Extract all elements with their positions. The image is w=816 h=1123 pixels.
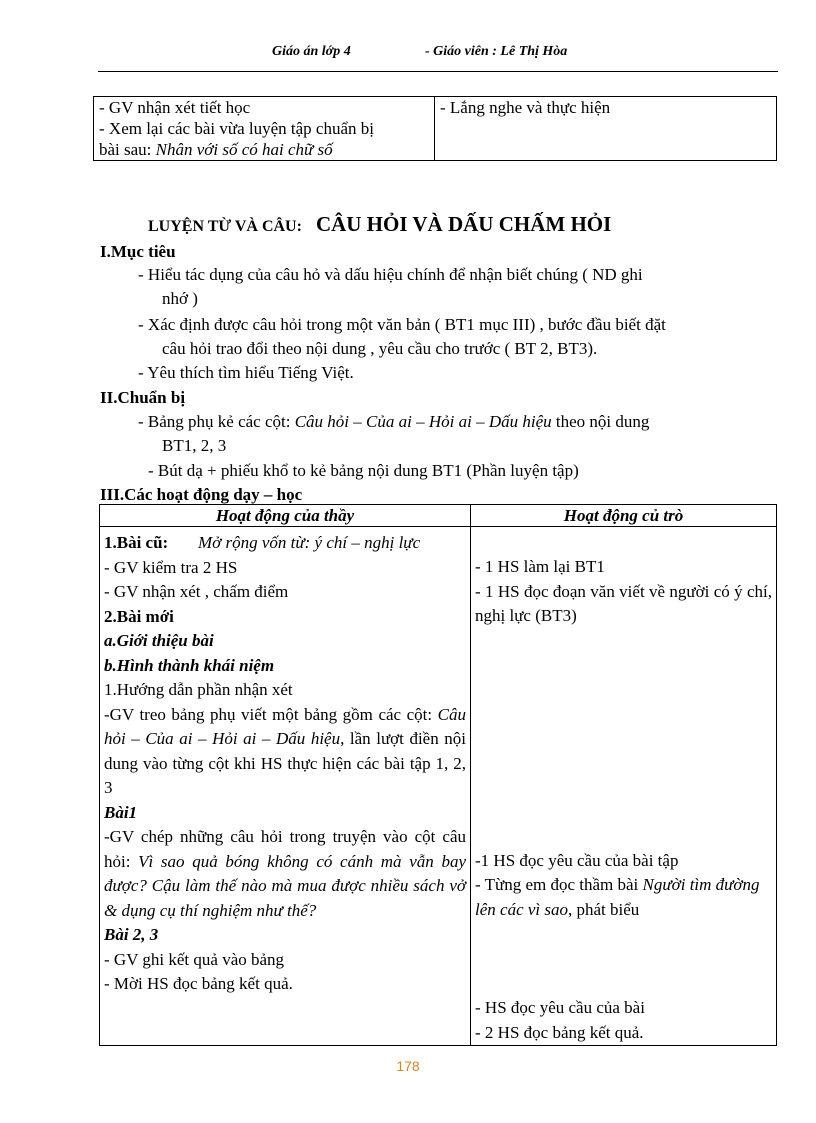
intro-heading: a.Giới thiệu bài	[104, 631, 214, 650]
next-lesson-title: Nhân với số có hai chữ số	[155, 140, 333, 159]
carryover-teacher-cell	[94, 97, 435, 161]
carryover-line-2: - Xem lại các bài vừa luyện tập chuẩn bị	[99, 119, 374, 138]
guide-heading: 1.Hướng dẫn phần nhận xét	[104, 680, 293, 699]
page-header	[0, 44, 816, 64]
invite-read-line: - Mời HS đọc bảng kết quả.	[104, 974, 293, 993]
header-teacher: - Giáo viên : Lê Thị Hòa	[425, 44, 568, 59]
carryover-line-3	[99, 139, 429, 160]
preparation-1a-suffix: theo nội dung	[551, 412, 650, 431]
lesson-main-title: CÂU HỎI VÀ DẤU CHẤM HỎI	[315, 212, 612, 236]
preparation-2: - Bút dạ + phiếu khổ to kẻ bảng nội dung BT1 (Phần luyện tập)	[148, 461, 579, 480]
board-columns: Câu hỏi – Của ai – Hỏi ai – Dấu hiệu,	[104, 704, 466, 748]
teacher-activities-cell	[100, 527, 471, 1046]
activities-heading: III.Các hoạt động dạy – học	[100, 485, 303, 504]
carryover-table	[93, 96, 777, 161]
preparation-1b: BT1, 2, 3	[162, 436, 227, 455]
story-questions: Vì sao quả bóng không có cánh mà vẫn bay được? Cậu làm thế nào mà mua được nhiều sách vở & dụng cụ thí nghiệm như thế?	[104, 851, 466, 920]
student-read-line: - 1 HS đọc đoạn văn viết về người có ý chí, nghị lực (BT3)	[475, 581, 772, 625]
lesson-subject-label: LUYỆN TỪ VÀ CÂU:	[148, 218, 302, 235]
table-row	[100, 527, 777, 1046]
column-header-student: Hoạt động củ trò	[471, 505, 777, 527]
teacher-check-line: - GV kiểm tra 2 HS	[104, 557, 238, 577]
story-title: Người tìm đường lên các vì sao	[475, 875, 760, 919]
objective-2b: câu hỏi trao đổi theo nội dung , yêu cầu cho trước ( BT 2, BT3).	[162, 339, 598, 358]
board-instruction-a: -GV treo bảng phụ viết một bảng gồm các cột:	[104, 704, 438, 724]
page-number: 178	[396, 1058, 420, 1074]
student-table-read-line: - 2 HS đọc bảng kết quả.	[475, 1022, 644, 1042]
table-header-row	[100, 505, 777, 527]
student-requirement-2-line: - HS đọc yêu cầu của bài	[475, 998, 645, 1017]
objective-2a: - Xác định được câu hỏi trong một văn bản ( BT1 mục III) , bước đầu biết đặt	[138, 315, 666, 334]
header-divider	[98, 71, 778, 72]
preparation-columns: Câu hỏi – Của ai – Hỏi ai – Dấu hiệu	[294, 412, 552, 431]
preparation-1a	[138, 410, 649, 434]
objective-1a: - Hiểu tác dụng của câu hỏ và dấu hiệu chính để nhận biết chúng ( ND ghi	[138, 265, 643, 284]
copy-questions-line	[104, 825, 466, 923]
board-instruction	[104, 703, 466, 801]
student-activities-cell	[471, 527, 777, 1046]
carryover-student-cell	[435, 97, 777, 161]
teacher-grade-line: - GV nhận xét , chấm điểm	[104, 582, 289, 601]
old-lesson-label: 1.Bài cũ:	[104, 533, 169, 552]
student-silent-a: - Từng em đọc thầm bài	[475, 875, 643, 894]
carryover-line-3-prefix: bài sau:	[99, 140, 156, 159]
student-redo-line: - 1 HS làm lại BT1	[475, 557, 605, 576]
student-requirement-line: -1 HS đọc yêu cầu của bài tập	[475, 850, 679, 870]
student-silent-read-line	[475, 873, 772, 922]
carryover-line-1: - GV nhận xét tiết học	[99, 98, 251, 117]
table-row	[94, 97, 777, 161]
concept-heading: b.Hình thành khái niệm	[104, 655, 275, 675]
carryover-student-line: - Lắng nghe và thực hiện	[440, 98, 611, 117]
preparation-1a-prefix: - Bảng phụ kẻ các cột:	[138, 412, 295, 431]
new-lesson-heading: 2.Bài mới	[104, 606, 174, 626]
header-lesson-plan: Giáo án lớp 4	[272, 44, 351, 59]
objectives-heading: I.Mục tiêu	[100, 242, 176, 261]
board-instruction-b: lần lượt điền nội dung vào từng cột khi HS thực hiện các bài tập 1, 2, 3	[104, 729, 466, 797]
activities-table	[99, 504, 777, 1046]
lesson-title	[148, 212, 611, 237]
old-lesson-line	[104, 531, 466, 556]
copy-questions-a: -GV chép những câu hỏi trong truyện vào cột câu hỏi:	[104, 827, 466, 871]
exercise-23-heading: Bài 2, 3	[104, 925, 159, 944]
old-lesson-topic: Mở rộng vốn từ: ý chí – nghị lực	[197, 533, 421, 552]
student-silent-b: , phát biểu	[568, 899, 640, 919]
objective-3: - Yêu thích tìm hiểu Tiếng Việt.	[138, 363, 354, 382]
column-header-teacher: Hoạt động của thầy	[100, 505, 471, 527]
record-results-line: - GV ghi kết quả vào bảng	[104, 949, 285, 969]
preparation-heading: II.Chuẩn bị	[100, 388, 186, 407]
objective-1b: nhớ )	[162, 289, 198, 308]
exercise-1-heading: Bài1	[104, 802, 138, 822]
